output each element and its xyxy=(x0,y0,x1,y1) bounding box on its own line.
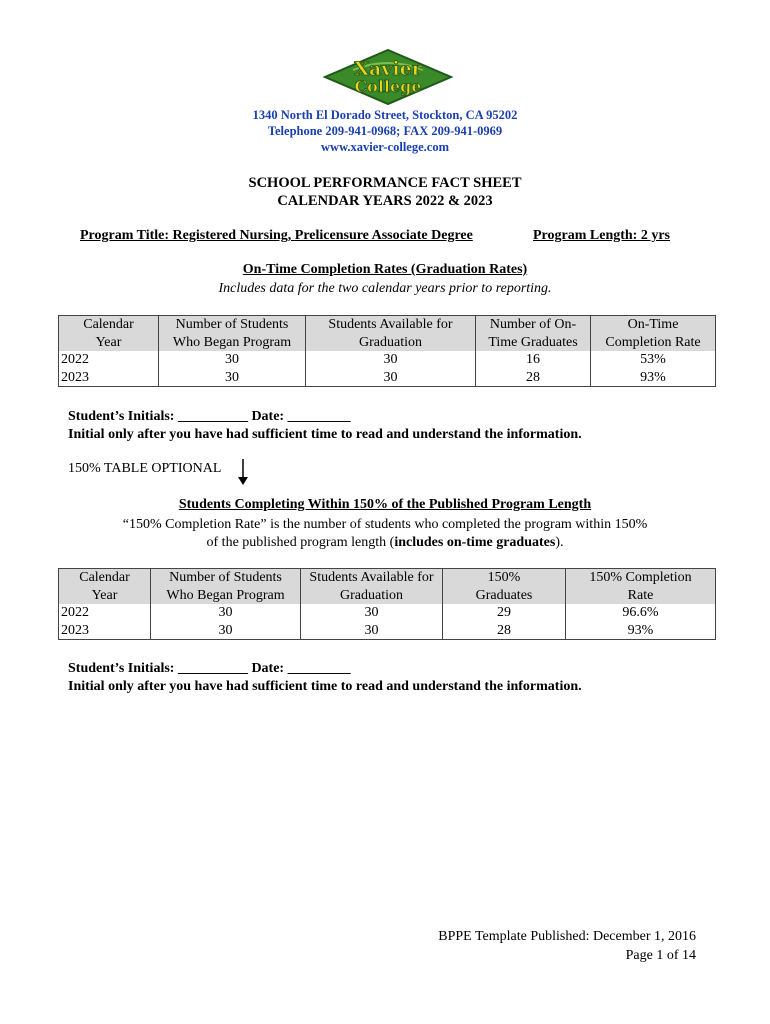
address-phone: Telephone 209-941-0968; FAX 209-941-0969 xyxy=(267,124,503,138)
college-logo xyxy=(323,48,453,106)
col-students-available: Students Available for Graduation xyxy=(306,316,476,352)
address-street: 1340 North El Dorado Street, Stockton, CA 95202 xyxy=(252,108,518,122)
cell-graduates: 28 xyxy=(443,622,566,640)
ontime-heading: On-Time Completion Rates (Graduation Rates) xyxy=(242,262,528,277)
cell-year: 2022 xyxy=(59,604,151,622)
col-calendar-year: Calendar Year xyxy=(59,316,159,352)
optional-table-label: 150% TABLE OPTIONAL xyxy=(68,461,222,476)
page-number: Page 1 of 14 xyxy=(625,948,696,963)
cell-year: 2022 xyxy=(59,351,159,369)
table-row xyxy=(59,622,716,640)
cell-rate: 93% xyxy=(566,622,716,640)
cell-available: 30 xyxy=(306,369,476,387)
svg-text:College: College xyxy=(354,77,422,96)
ontime-subheading: Includes data for the two calendar years prior to reporting. xyxy=(218,281,552,296)
completion150-table xyxy=(58,568,716,640)
completion150-desc-line-1: “150% Completion Rate” is the number of students who completed the program within 150% xyxy=(122,517,648,532)
template-published: BPPE Template Published: December 1, 2016 xyxy=(438,929,696,944)
address-web[interactable]: www.xavier-college.com xyxy=(321,140,449,154)
program-title: Program Title: Registered Nursing, Prelicensure Associate Degree xyxy=(80,228,473,243)
cell-available: 30 xyxy=(306,351,476,369)
cell-available: 30 xyxy=(301,622,443,640)
svg-text:Xavier: Xavier xyxy=(354,58,422,80)
page-title xyxy=(0,174,770,210)
cell-graduates: 29 xyxy=(443,604,566,622)
table-row xyxy=(59,369,716,387)
col-calendar-year: Calendar Year xyxy=(59,569,151,605)
col-students-available: Students Available for Graduation xyxy=(301,569,443,605)
col-completion-rate: On-Time Completion Rate xyxy=(591,316,716,352)
program-length: Program Length: 2 yrs xyxy=(533,228,670,243)
title-line-2: CALENDAR YEARS 2022 & 2023 xyxy=(277,193,493,209)
initials-note: Initial only after you have had sufficient time to read and understand the information. xyxy=(68,679,582,694)
table-row xyxy=(59,351,716,369)
initials-note: Initial only after you have had sufficient time to read and understand the information. xyxy=(68,427,582,442)
ontime-header-row xyxy=(59,316,716,352)
cell-graduates: 28 xyxy=(476,369,591,387)
cell-rate: 53% xyxy=(591,351,716,369)
title-line-1: SCHOOL PERFORMANCE FACT SHEET xyxy=(248,175,522,191)
completion150-heading: Students Completing Within 150% of the Published Program Length xyxy=(178,497,592,512)
col-students-began: Number of Students Who Began Program xyxy=(159,316,306,352)
col-150-completion-rate: 150% Completion Rate xyxy=(566,569,716,605)
cell-year: 2023 xyxy=(59,622,151,640)
col-ontime-graduates: Number of On- Time Graduates xyxy=(476,316,591,352)
cell-rate: 96.6% xyxy=(566,604,716,622)
initials-block-1 xyxy=(68,408,582,444)
down-arrow-icon xyxy=(236,458,250,491)
col-150-graduates: 150% Graduates xyxy=(443,569,566,605)
address-block xyxy=(0,107,770,155)
cell-available: 30 xyxy=(301,604,443,622)
initials-date-line[interactable]: Student’s Initials: __________ Date: _________ xyxy=(68,661,351,676)
completion150-header-row xyxy=(59,569,716,605)
table-row xyxy=(59,604,716,622)
cell-year: 2023 xyxy=(59,369,159,387)
ontime-table xyxy=(58,315,716,387)
cell-graduates: 16 xyxy=(476,351,591,369)
col-students-began: Number of Students Who Began Program xyxy=(151,569,301,605)
cell-rate: 93% xyxy=(591,369,716,387)
page-footer xyxy=(438,927,696,965)
completion150-desc-line-2: of the published program length (includes on-time graduates). xyxy=(206,535,564,550)
cell-began: 30 xyxy=(159,351,306,369)
initials-block-2 xyxy=(68,660,582,696)
completion150-description xyxy=(0,516,770,552)
initials-date-line[interactable]: Student’s Initials: __________ Date: _________ xyxy=(68,409,351,424)
cell-began: 30 xyxy=(151,622,301,640)
cell-began: 30 xyxy=(151,604,301,622)
cell-began: 30 xyxy=(159,369,306,387)
